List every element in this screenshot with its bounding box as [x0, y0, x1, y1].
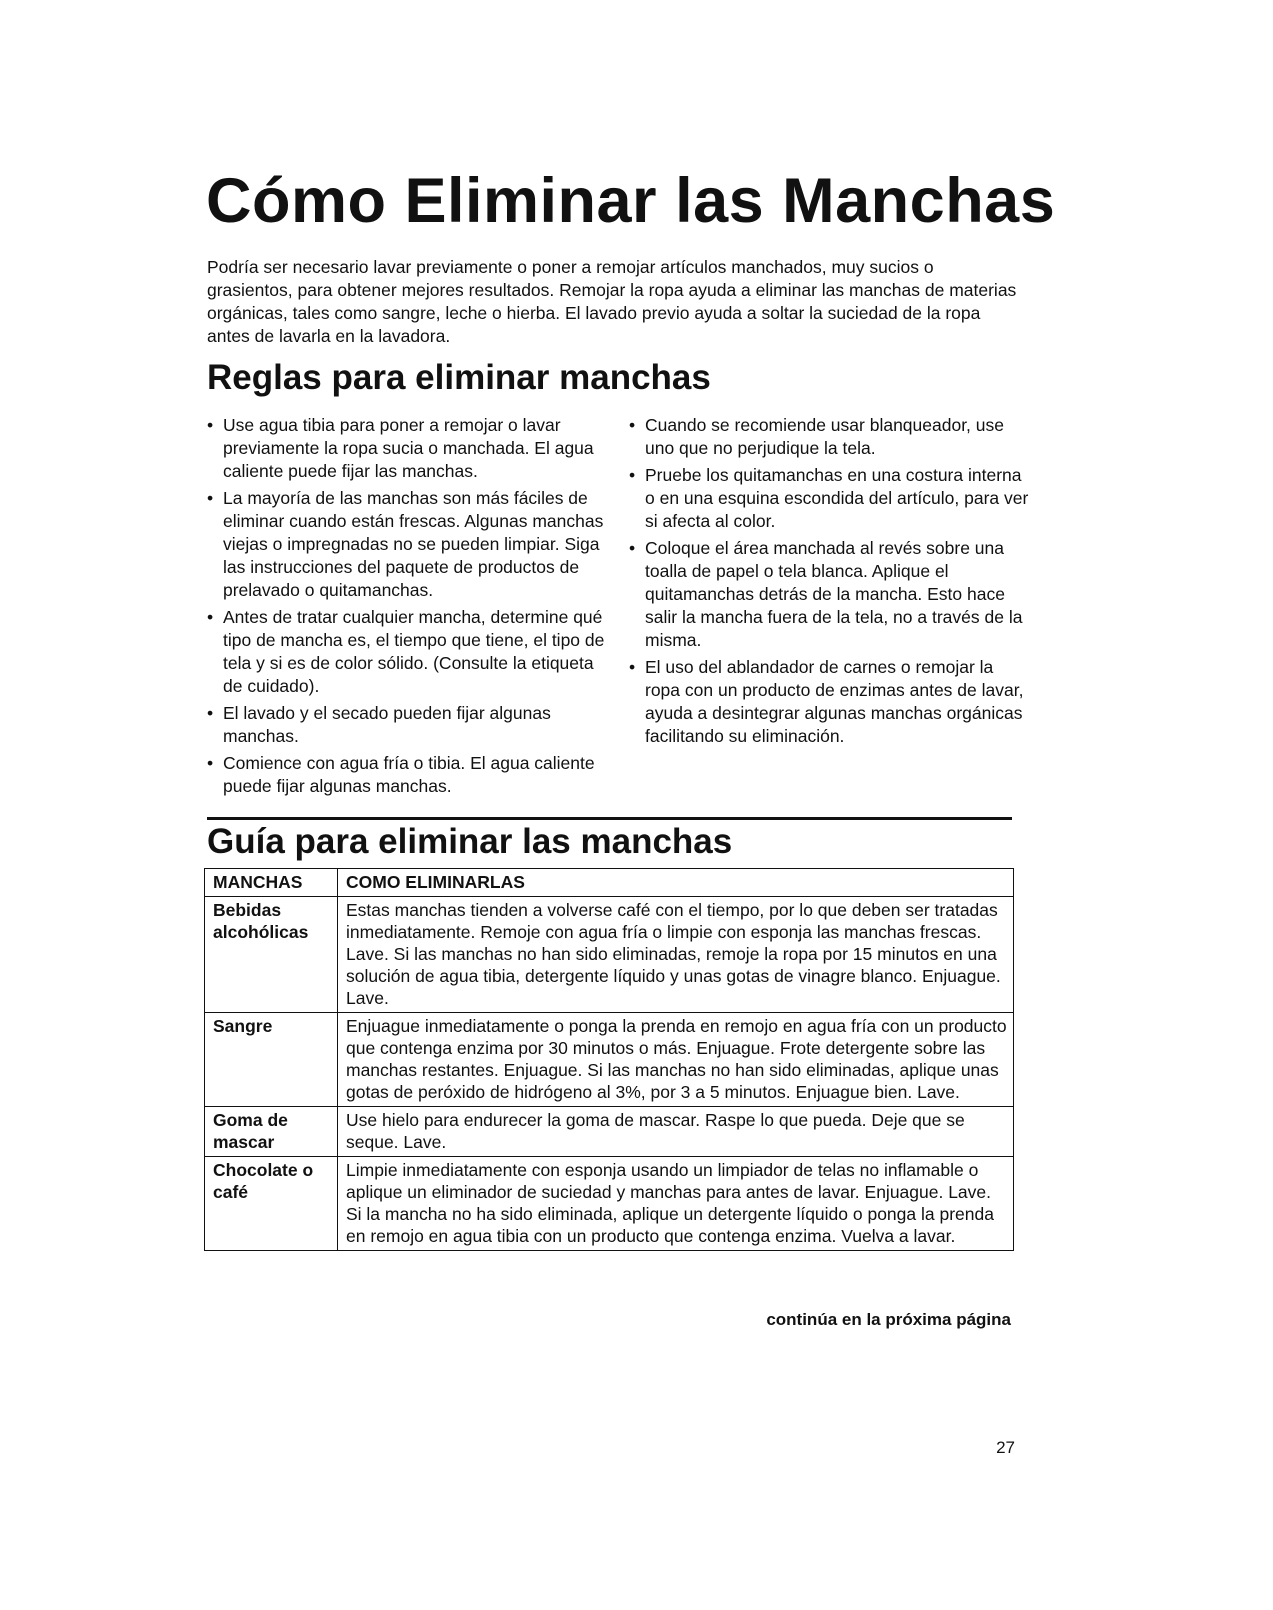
rule-item: • Pruebe los quitamanchas en una costura interna o en una esquina escondida del artículo, para ver si afecta al color. [629, 464, 1029, 533]
rule-item: • Cuando se recomiende usar blanqueador, use uno que no perjudique la tela. [629, 414, 1029, 460]
stain-name: Sangre [205, 1013, 338, 1107]
page-title: Cómo Eliminar las Manchas [206, 166, 1056, 236]
rule-item: • El uso del ablandador de carnes o remojar la ropa con un producto de enzimas antes de lavar, ayuda a desintegrar algunas manchas orgánicas facilitando su eliminación. [629, 656, 1029, 748]
header-stain: MANCHAS [205, 869, 338, 897]
rule-item: • Comience con agua fría o tibia. El agua caliente puede fijar algunas manchas. [207, 752, 607, 798]
rule-item: • Use agua tibia para poner a remojar o lavar previamente la ropa sucia o manchada. El agua caliente puede fijar las manchas. [207, 414, 607, 483]
table-row [205, 1157, 1014, 1251]
intro-paragraph: Podría ser necesario lavar previamente o poner a remojar artículos manchados, muy sucios o grasientos, para obtener mejores resultados. Remojar la ropa ayuda a eliminar las manchas de materias orgánicas, tales como sangre, leche o hierba. El lavado previo ayuda a soltar la suciedad de la ropa antes de lavarla en la lavadora. [207, 257, 1017, 346]
guide-heading: Guía para eliminar las manchas [207, 822, 733, 861]
rules-list-right [629, 414, 1029, 752]
table-row [205, 1013, 1014, 1107]
header-method: COMO ELIMINARLAS [338, 869, 1014, 897]
stain-name: Chocolate o café [205, 1157, 338, 1251]
stain-method: Estas manchas tienden a volverse café con el tiempo, por lo que deben ser tratadas inmediatamente. Remoje con agua fría o limpie con esponja las manchas frescas. Lave. Si las manchas no han sido eliminadas, remoje la ropa por 15 minutos en una solución de agua tibia, detergente líquido y unas gotas de vinagre blanco. Enjuague. Lave. [338, 897, 1014, 1013]
rules-list-left [207, 414, 607, 802]
stain-name: Bebidas alcohólicas [205, 897, 338, 1013]
stain-method: Enjuague inmediatamente o ponga la prenda en remojo en agua fría con un producto que contenga enzima por 30 minutos o más. Enjuague. Frote detergente sobre las manchas restantes. Enjuague. Si las manchas no han sido eliminadas, aplique unas gotas de peróxido de hidrógeno al 3%, por 3 a 5 minutos. Enjuague bien. Lave. [338, 1013, 1014, 1107]
page-number: 27 [996, 1438, 1015, 1457]
table-row [205, 1107, 1014, 1157]
rule-item: • Coloque el área manchada al revés sobre una toalla de papel o tela blanca. Aplique el quitamanchas detrás de la mancha. Esto hace salir la mancha fuera de la tela, no a través de la misma. [629, 537, 1029, 652]
rule-item: • El lavado y el secado pueden fijar algunas manchas. [207, 702, 607, 748]
table-header-row [205, 869, 1014, 897]
rule-item: • La mayoría de las manchas son más fáciles de eliminar cuando están frescas. Algunas manchas viejas o impregnadas no se pueden limpiar. Siga las instrucciones del paquete de productos de prelavado o quitamanchas. [207, 487, 607, 602]
stain-method: Limpie inmediatamente con esponja usando un limpiador de telas no inflamable o aplique un eliminador de suciedad y manchas para antes de lavar. Enjuague. Lave. Si la mancha no ha sido eliminada, aplique un detergente líquido o ponga la prenda en remojo en agua tibia con un producto que contenga enzima. Vuelva a lavar. [338, 1157, 1014, 1251]
section-divider [207, 817, 1012, 820]
rules-heading: Reglas para eliminar manchas [207, 358, 711, 397]
table-row [205, 897, 1014, 1013]
stain-name: Goma de mascar [205, 1107, 338, 1157]
stain-guide-table [204, 868, 1014, 1251]
stain-method: Use hielo para endurecer la goma de mascar. Raspe lo que pueda. Deje que se seque. Lave. [338, 1107, 1014, 1157]
rule-item: • Antes de tratar cualquier mancha, determine qué tipo de mancha es, el tiempo que tiene, el tipo de tela y si es de color sólido. (Consulte la etiqueta de cuidado). [207, 606, 607, 698]
continued-note: continúa en la próxima página [766, 1310, 1011, 1329]
